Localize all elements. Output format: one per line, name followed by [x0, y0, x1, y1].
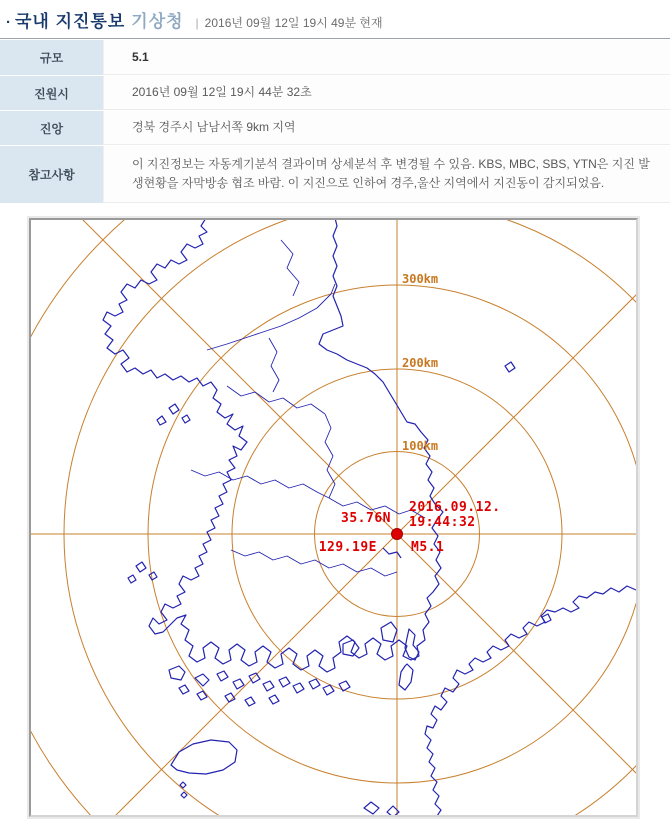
ring-label-200km: 200km: [402, 356, 439, 370]
origin-time-label: 진원시: [0, 76, 104, 110]
epicenter-label: 진앙: [0, 111, 104, 145]
table-row: [0, 76, 670, 110]
epicenter-time: 19:44:32: [409, 515, 476, 530]
epicenter-map: [29, 218, 640, 817]
report-timestamp: 2016년 09월 12일 19시 49분 현재: [204, 16, 383, 30]
epicenter-value: 경북 경주시 남남서쪽 9km 지역: [104, 111, 670, 145]
ring-labels: [402, 272, 438, 453]
ring-label-300km: 300km: [402, 272, 439, 286]
earthquake-info-table: [0, 38, 670, 204]
remarks-value: 이 지진정보는 자동계기분석 결과이며 상세분석 후 변경될 수 있음. KBS, MBC, SBS, YTN은 지진 발생현황을 자막방송 협조 바람. 이 지진으로 인하여 경주,울산 지역에서 지진동이 감지되었음.: [104, 146, 670, 203]
page-title: 국내 지진통보: [15, 12, 126, 31]
header-divider: |: [195, 16, 199, 30]
magnitude-value: 5.1: [104, 40, 670, 75]
remarks-label: 참고사항: [0, 146, 104, 203]
epicenter-latitude: 35.76N: [341, 511, 391, 526]
page-header: [0, 0, 670, 38]
ring-label-100km: 100km: [402, 439, 439, 453]
coastline-japan: [364, 586, 636, 815]
epicenter-magnitude: M5.1: [411, 540, 445, 555]
table-row: [0, 40, 670, 75]
title-bullet: ·: [6, 14, 11, 31]
epicenter-date: 2016.09.12.: [409, 500, 501, 515]
map-canvas: [31, 220, 636, 815]
map-frame: [29, 218, 638, 817]
magnitude-label: 규모: [0, 40, 104, 75]
epicenter-marker: [392, 529, 403, 540]
table-row: [0, 146, 670, 203]
table-row: [0, 111, 670, 145]
origin-time-value: 2016년 09월 12일 19시 44분 32초: [104, 76, 670, 110]
epicenter-longitude: 129.19E: [318, 540, 377, 555]
agency-name: 기상청: [131, 12, 184, 31]
